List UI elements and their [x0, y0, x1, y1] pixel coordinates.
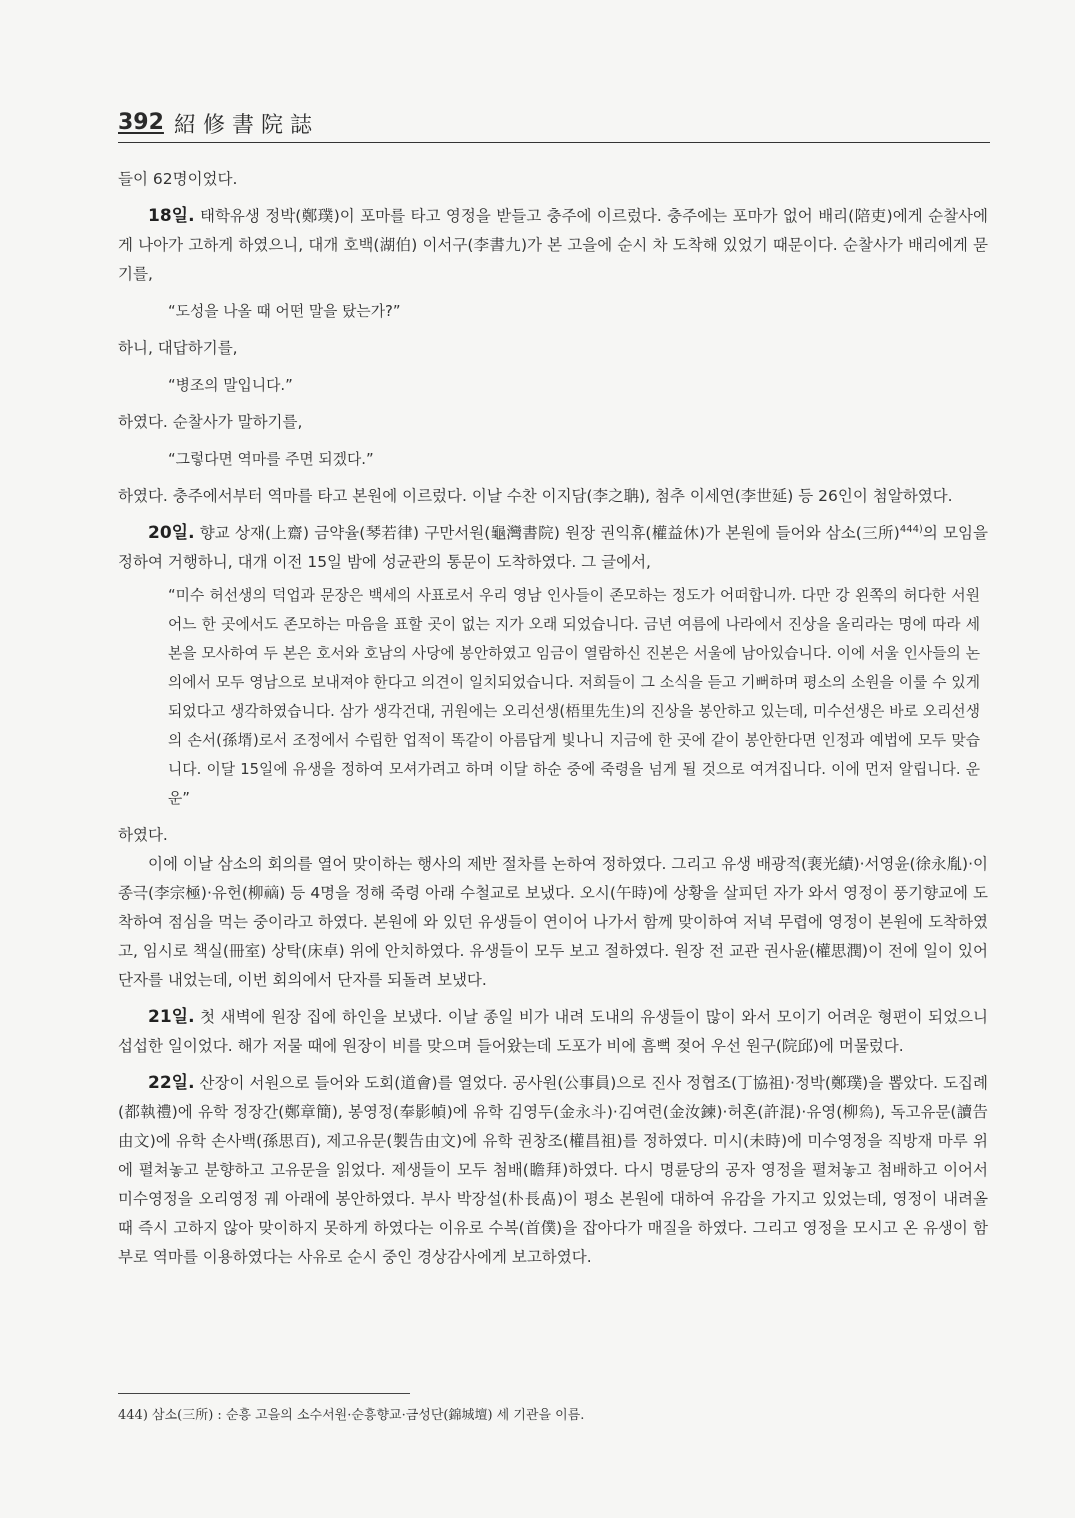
paragraph: 하니, 대답하기를, — [118, 339, 238, 357]
entry-text: 첫 새벽에 원장 집에 하인을 보냈다. 이날 종일 비가 내려 도내의 유생들이 많이 와서 모이기 어려운 형편이 되었으니 섭섭한 일이었다. 해가 저물 때에 원장이 비를 맞으며 들어왔는데 도포가 비에 흠뻑 젖어 우선 원구(院邱)에 머물렀다. — [118, 1008, 988, 1055]
entry-text: 태학유생 정박(鄭璞)이 포마를 타고 영정을 받들고 충주에 이르렀다. 충주에는 포마가 없어 배리(陪吏)에게 순찰사에게 나아가 고하게 하였으니, 대개 호백(湖伯) 이서구(李書九)가 본 고을에 순시 차 도착해 있었기 때문이다. 순찰사가 배리에게 묻기를, — [118, 207, 988, 283]
entry-day-21 — [118, 1003, 988, 1061]
entry-day-20 — [118, 519, 988, 577]
paragraph: 이에 이날 삼소의 회의를 열어 맞이하는 행사의 제반 절차를 논하여 정하였다. 그리고 유생 배광적(裵光績)·서영윤(徐永胤)·이종극(李宗極)·유헌(柳𥛚) 등 4명을 정해 죽령 아래 수철교로 보냈다. 오시(午時)에 상황을 살피던 자가 와서 영정이 풍기향교에 도착하여 점심을 먹는 중이라고 하였다. 본원에 와 있던 유생들이 연이어 나가서 함께 맞이하여 저녁 무렵에 영정이 본원에 도착하였고, 임시로 책실(冊室) 상탁(床卓) 위에 안치하였다. 유생들이 모두 보고 절하였다. 원장 전 교관 권사윤(權思潤)이 전에 일이 있어 단자를 내었는데, 이번 회의에서 단자를 되돌려 보냈다. — [118, 855, 988, 989]
footnote: 444) 삼소(三所) : 순흥 고을의 소수서원·순흥향교·금성단(錦城壇) 세 기관을 이름. — [118, 1408, 585, 1423]
day-label: 18일. — [148, 206, 195, 226]
entry-text: 향교 상재(上齋) 금약율(琴若律) 구만서원(龜灣書院) 원장 권익휴(權益休)가 본원에 들어와 삼소(三所) — [194, 524, 900, 542]
paragraph: 하였다. 순찰사가 말하기를, — [118, 413, 303, 431]
entry-day-22 — [118, 1069, 988, 1272]
entry-text: 산장이 서원으로 들어와 도회(道會)를 열었다. 공사원(公事員)으로 진사 정협조(丁協祖)·정박(鄭璞)을 뽑았다. 도집례(都執禮)에 유학 정장간(鄭章簡), 봉영정(奉影幀)에 유학 김영두(金永斗)·김여련(金汝鍊)·허혼(許混)·유영(柳𤉢), 독고유문(讀告由文)에 유학 손사백(孫思百), 제고유문(製告由文)에 유학 권창조(權昌祖)를 정하였다. 미시(未時)에 미수영정을 직방재 마루 위에 펼쳐놓고 분향하고 고유문을 읽었다. 제생들이 모두 첨배(瞻拜)하였다. 다시 명륜당의 공자 영정을 펼쳐놓고 첨배하고 이어서 미수영정을 오리영정 궤 아래에 봉안하였다. 부사 박장설(朴長卨)이 평소 본원에 대하여 유감을 가지고 있었는데, 영정이 내려올 때 즉시 고하지 않아 맞이하지 못하게 하였다는 이유로 수복(首僕)을 잡아다가 매질을 하였다. 그리고 영정을 모시고 온 유생이 함부로 역마를 이용하였다는 사유로 순시 중인 경상감사에게 보고하였다. — [118, 1074, 988, 1266]
page-header — [118, 108, 990, 143]
day-label: 22일. — [148, 1073, 195, 1093]
quoted-letter: “미수 허선생의 덕업과 문장은 백세의 사표로서 우리 영남 인사들이 존모하는 정도가 어떠합니까. 다만 강 왼쪽의 허다한 서원 어느 한 곳에서도 존모하는 마음을 표할 곳이 없는 지가 오래 되었습니다. 금년 여름에 나라에서 진상을 올리라는 명에 따라 세 본을 모사하여 두 본은 호서와 호남의 사당에 봉안하였고 임금이 열람하신 진본은 서울에 남아있습니다. 이에 서울 인사들의 논의에서 모두 영남으로 보내져야 한다고 의견이 일치되었습니다. 저희들이 그 소식을 듣고 기뻐하며 평소의 소원을 이룰 수 있게 되었다고 생각하였습니다. 삼가 생각건대, 귀원에는 오리선생(梧里先生)의 진상을 봉안하고 있는데, 미수선생은 바로 오리선생의 손서(孫壻)로서 조정에서 수립한 업적이 똑같이 아름답게 빛나니 지금에 한 곳에 같이 봉안한다면 인정과 예법에 모두 맞습니다. 이달 15일에 유생을 정하여 모셔가려고 하며 이달 하순 중에 죽령을 넘게 될 것으로 여겨집니다. 이에 먼저 알립니다. 운운” — [168, 587, 980, 807]
entry-text: 의 모임을 정하여 거행하니, 대개 이전 15일 밤에 성균관의 통문이 도착하였다. 그 글에서, — [118, 524, 988, 571]
paragraph-continuation: 들이 62명이었다. — [118, 170, 238, 188]
paragraph: 하였다. — [118, 826, 168, 844]
day-label: 21일. — [148, 1007, 195, 1027]
main-text — [118, 165, 988, 1272]
quote: “도성을 나올 때 어떤 말을 탔는가?” — [168, 303, 401, 320]
quote: “병조의 말입니다.” — [168, 377, 293, 394]
entry-day-18 — [118, 202, 988, 289]
footnote-divider — [118, 1393, 410, 1394]
footnote-reference: 444) — [899, 523, 923, 535]
page-number: 392 — [118, 110, 164, 135]
day-label: 20일. — [148, 523, 195, 543]
book-title: 紹修書院誌 — [174, 113, 320, 138]
paragraph: 하였다. 충주에서부터 역마를 타고 본원에 이르렀다. 이날 수찬 이지담(李之聃), 첨추 이세연(李世延) 등 26인이 첨알하였다. — [118, 487, 953, 505]
quote: “그렇다면 역마를 주면 되겠다.” — [168, 451, 374, 468]
